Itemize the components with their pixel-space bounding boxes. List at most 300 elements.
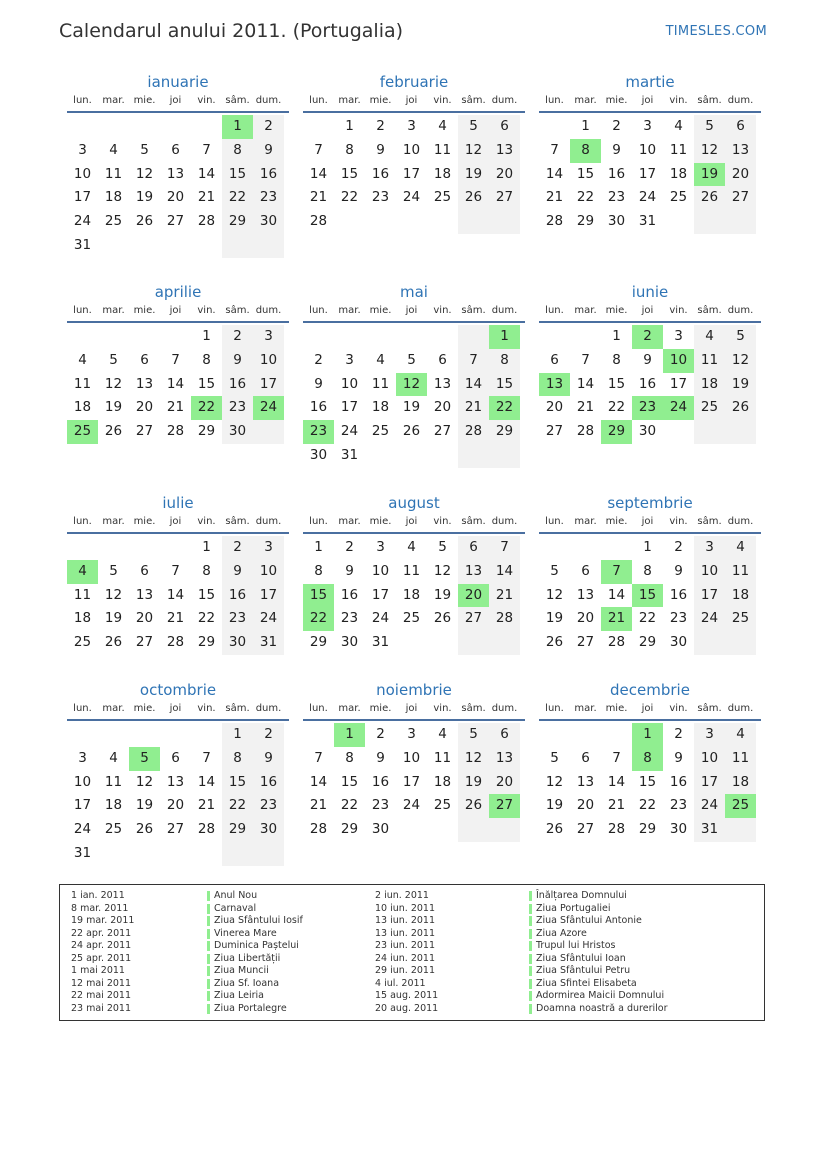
day-cell: 6 [438,351,447,368]
day-cell: 31 [694,818,725,842]
holiday-day: 29 [601,420,632,444]
day-cell: 6 [581,562,590,579]
day-cell: 16 [309,399,328,416]
weekday-header [303,701,525,721]
day-cell: 20 [576,797,595,814]
day-cell: 3 [376,539,385,555]
day-cell: 6 [140,351,149,368]
day-cell: 17 [638,165,657,182]
empty-cell [694,210,725,234]
day-cell: 27 [725,186,756,210]
day-cell: 2 [376,726,385,742]
holiday-day: 21 [601,607,632,631]
day-cell: 23 [222,396,253,420]
empty-cell [98,723,129,747]
month-aprilie [67,281,289,444]
empty-cell [303,115,334,139]
day-cell: 3 [694,723,725,747]
day-cell: 20 [489,771,520,795]
day-cell: 28 [607,634,626,651]
day-cell: 19 [104,610,123,627]
day-cell: 18 [694,373,725,397]
day-cell: 10 [371,562,390,579]
day-cell: 11 [725,747,756,771]
day-cell: 17 [340,399,359,416]
day-cell: 1 [643,539,652,555]
day-cell: 4 [78,351,87,368]
weekday-label: sâm. [461,305,486,316]
weekday-label: sâm. [225,305,250,316]
day-cell: 7 [202,749,211,766]
day-cell: 29 [576,213,595,230]
day-cell: 10 [694,747,725,771]
weekday-label: vin. [669,516,688,527]
empty-cell [539,723,570,747]
month-martie [539,71,761,234]
day-cell: 15 [607,375,626,392]
empty-cell [489,631,520,655]
day-cell: 9 [376,141,385,158]
day-cell: 10 [340,375,359,392]
holiday-day: 19 [694,163,725,187]
empty-cell [98,536,129,560]
weekday-label: vin. [433,95,452,106]
day-cell: 12 [433,562,452,579]
day-cell: 15 [222,163,253,187]
day-cell: 11 [402,562,421,579]
day-cell: 10 [638,141,657,158]
day-cell: 4 [376,351,385,368]
day-cell: 19 [545,610,564,627]
empty-cell [458,210,489,234]
day-cell: 28 [489,607,520,631]
empty-cell [725,420,756,444]
day-cell: 8 [489,349,520,373]
legend-dates-right [375,890,438,1015]
holiday-day: 24 [253,396,284,420]
holiday-day: 1 [334,723,365,747]
day-cell: 22 [222,186,253,210]
holiday-day: 8 [570,139,601,163]
holiday-day: 8 [632,747,663,771]
empty-cell [365,444,396,468]
weekday-label: mie. [369,95,392,106]
day-cell: 22 [197,610,216,627]
legend-date: 24 iun. 2011 [375,952,436,964]
day-cell: 28 [607,821,626,838]
day-cell: 14 [309,165,328,182]
day-cell: 6 [489,115,520,139]
day-cell: 22 [638,797,657,814]
day-cell: 7 [458,349,489,373]
legend-date: 1 mai 2011 [71,965,125,976]
weekday-label: lun. [545,516,564,527]
day-cell: 12 [104,586,123,603]
day-cell: 20 [433,399,452,416]
day-cell: 1 [345,118,354,134]
day-cell: 29 [638,634,657,651]
day-cell: 28 [309,821,328,838]
holiday-day: 7 [601,560,632,584]
empty-cell [334,210,365,234]
weekday-label: dum. [491,95,518,106]
day-cell: 26 [402,423,421,440]
weekday-label: joi [169,703,182,714]
day-cell: 15 [222,771,253,795]
day-cell: 6 [140,562,149,579]
empty-cell [458,631,489,655]
day-cell: 11 [433,749,452,766]
day-grid [303,723,525,842]
day-cell: 23 [222,607,253,631]
day-grid [303,536,525,655]
day-cell: 16 [669,586,688,603]
day-cell: 30 [253,210,284,234]
empty-cell [191,723,222,747]
day-cell: 28 [166,423,185,440]
empty-cell [489,818,520,842]
day-cell: 7 [171,562,180,579]
day-cell: 11 [433,141,452,158]
holiday-day: 22 [489,396,520,420]
weekday-label: dum. [255,95,282,106]
weekday-header [539,514,761,534]
weekday-label: lun. [73,516,92,527]
day-cell: 16 [607,165,626,182]
day-cell: 24 [73,213,92,230]
day-cell: 1 [612,328,621,344]
day-cell: 26 [135,821,154,838]
day-cell: 11 [104,165,123,182]
day-cell: 22 [638,610,657,627]
weekday-label: mar. [574,305,597,316]
legend-holiday-name: Trupul lui Hristos [529,940,667,953]
day-cell: 10 [402,141,421,158]
day-cell: 18 [402,586,421,603]
empty-cell [396,210,427,234]
day-cell: 23 [371,189,390,206]
empty-cell [303,723,334,747]
page-title: Calendarul anului 2011. (Portugalia) [59,20,404,42]
empty-cell [489,210,520,234]
legend-holiday-name: Ziua Sfântului Iosif [207,915,303,928]
weekday-label: mar. [338,305,361,316]
weekday-label: dum. [255,703,282,714]
day-cell: 9 [253,139,284,163]
empty-cell [160,115,191,139]
day-cell: 12 [135,165,154,182]
day-cell: 19 [135,189,154,206]
weekday-label: mar. [574,95,597,106]
weekday-label: joi [641,516,654,527]
day-cell: 29 [489,420,520,444]
weekday-label: vin. [433,305,452,316]
day-cell: 6 [581,749,590,766]
day-cell: 25 [694,396,725,420]
day-cell: 2 [376,118,385,134]
day-cell: 22 [340,797,359,814]
day-cell: 19 [545,797,564,814]
day-cell: 12 [725,349,756,373]
day-cell: 15 [197,586,216,603]
day-cell: 8 [643,562,652,579]
weekday-label: sâm. [697,95,722,106]
empty-cell [396,631,427,655]
day-cell: 10 [253,560,284,584]
day-cell: 20 [489,163,520,187]
day-cell: 31 [253,631,284,655]
day-cell: 29 [222,818,253,842]
day-grid [539,536,761,655]
day-grid [539,325,761,444]
empty-cell [98,842,129,866]
month-title: septembrie [607,494,693,512]
day-cell: 17 [694,584,725,608]
empty-cell [396,818,427,842]
day-cell: 7 [612,749,621,766]
day-cell: 30 [669,634,688,651]
weekday-label: mie. [605,305,628,316]
weekday-label: sâm. [697,516,722,527]
weekday-label: vin. [197,95,216,106]
legend-holiday-name: Ziua Libertății [207,953,303,966]
empty-cell [67,536,98,560]
day-cell: 14 [458,373,489,397]
empty-cell [191,115,222,139]
day-cell: 18 [725,584,756,608]
day-cell: 5 [458,115,489,139]
day-cell: 16 [253,771,284,795]
day-cell: 14 [489,560,520,584]
day-cell: 28 [545,213,564,230]
weekday-label: mie. [133,516,156,527]
weekday-label: vin. [669,305,688,316]
empty-cell [570,536,601,560]
day-cell: 5 [140,141,149,158]
day-cell: 5 [438,539,447,555]
day-cell: 1 [202,539,211,555]
day-cell: 2 [314,351,323,368]
day-cell: 3 [78,749,87,766]
day-cell: 25 [725,607,756,631]
holiday-day: 13 [539,373,570,397]
weekday-label: joi [405,516,418,527]
day-cell: 6 [171,141,180,158]
legend-holiday-name: Duminica Paștelui [207,940,303,953]
weekday-label: dum. [727,305,754,316]
month-mai [303,281,525,468]
day-cell: 12 [545,586,564,603]
day-cell: 27 [489,186,520,210]
day-cell: 16 [669,773,688,790]
legend-holiday-name: Ziua Sfintei Elisabeta [529,978,667,991]
day-cell: 10 [402,749,421,766]
day-cell: 27 [166,213,185,230]
empty-cell [129,723,160,747]
legend-date: 22 apr. 2011 [71,927,132,939]
holiday-day: 12 [396,373,427,397]
day-cell: 24 [638,189,657,206]
day-cell: 2 [222,536,253,560]
legend-date: 29 iun. 2011 [375,965,436,976]
day-grid [67,723,289,866]
day-cell: 24 [402,189,421,206]
day-cell: 29 [197,634,216,651]
empty-cell [539,325,570,349]
day-cell: 21 [309,189,328,206]
day-cell: 26 [545,634,564,651]
legend-holiday-name: Vinerea Mare [207,928,303,941]
day-grid [67,115,289,258]
day-cell: 17 [402,165,421,182]
day-cell: 24 [253,607,284,631]
weekday-header [67,701,289,721]
legend-date: 23 mai 2011 [71,1002,132,1014]
day-cell: 2 [253,723,284,747]
day-cell: 22 [222,794,253,818]
day-cell: 14 [607,586,626,603]
weekday-label: mar. [574,703,597,714]
weekday-header [539,93,761,113]
holiday-day: 20 [458,584,489,608]
day-cell: 24 [73,821,92,838]
day-cell: 22 [576,189,595,206]
day-cell: 9 [674,562,683,579]
day-cell: 11 [725,560,756,584]
empty-cell [160,536,191,560]
day-cell: 11 [73,375,92,392]
day-cell: 5 [109,351,118,368]
empty-cell [489,444,520,468]
empty-cell [570,325,601,349]
day-cell: 9 [376,749,385,766]
weekday-label: dum. [491,703,518,714]
legend-date: 15 aug. 2011 [375,990,439,1001]
holiday-day: 5 [129,747,160,771]
day-cell: 25 [669,189,688,206]
day-cell: 24 [694,607,725,631]
month-title: februarie [379,73,449,91]
month-title: august [388,494,440,512]
day-cell: 5 [694,115,725,139]
empty-cell [427,325,458,349]
day-cell: 3 [345,351,354,368]
day-cell: 3 [407,726,416,742]
day-cell: 14 [576,375,595,392]
legend-date: 10 iun. 2011 [375,902,436,914]
day-cell: 11 [73,586,92,603]
empty-cell [129,115,160,139]
empty-cell [396,325,427,349]
day-cell: 21 [197,189,216,206]
weekday-header [67,514,289,534]
day-cell: 20 [576,610,595,627]
weekday-label: vin. [197,305,216,316]
day-cell: 8 [202,562,211,579]
weekday-header [539,701,761,721]
month-august [303,492,525,655]
day-cell: 12 [135,773,154,790]
weekday-label: sâm. [697,703,722,714]
weekday-label: lun. [309,305,328,316]
day-cell: 9 [222,349,253,373]
day-cell: 7 [489,536,520,560]
day-cell: 10 [694,560,725,584]
weekday-label: joi [405,703,418,714]
legend-date: 19 mar. 2011 [71,915,135,926]
empty-cell [725,631,756,655]
empty-cell [539,115,570,139]
day-cell: 29 [222,210,253,234]
day-cell: 17 [371,586,390,603]
day-cell: 8 [612,351,621,368]
day-cell: 14 [166,375,185,392]
day-cell: 14 [309,773,328,790]
day-cell: 1 [202,328,211,344]
day-cell: 30 [638,423,657,440]
weekday-label: joi [169,516,182,527]
weekday-label: mie. [369,516,392,527]
day-cell: 26 [135,213,154,230]
weekday-label: mie. [133,305,156,316]
day-cell: 17 [73,797,92,814]
weekday-label: sâm. [461,95,486,106]
day-cell: 4 [109,141,118,158]
day-cell: 12 [694,139,725,163]
day-cell: 27 [166,821,185,838]
weekday-label: sâm. [225,95,250,106]
weekday-label: vin. [433,703,452,714]
day-cell: 1 [222,723,253,747]
legend-names-right [529,890,667,1015]
day-cell: 23 [607,189,626,206]
day-cell: 17 [253,584,284,608]
day-cell: 25 [104,821,123,838]
day-cell: 2 [674,726,683,742]
weekday-label: sâm. [225,703,250,714]
weekday-label: dum. [727,95,754,106]
day-cell: 4 [438,118,447,134]
day-cell: 30 [222,420,253,444]
day-cell: 27 [576,634,595,651]
month-octombrie [67,679,289,866]
day-cell: 2 [222,325,253,349]
day-cell: 9 [612,141,621,158]
day-cell: 23 [371,797,390,814]
day-cell: 9 [222,560,253,584]
day-cell: 8 [202,351,211,368]
weekday-label: vin. [433,516,452,527]
weekday-label: mar. [338,95,361,106]
legend-holiday-name: Carnaval [207,903,303,916]
empty-cell [191,234,222,258]
day-cell: 29 [197,423,216,440]
day-cell: 9 [674,749,683,766]
day-cell: 4 [725,536,756,560]
day-cell: 18 [104,797,123,814]
day-cell: 10 [253,349,284,373]
month-title: mai [400,283,428,301]
legend-date: 20 aug. 2011 [375,1002,439,1014]
weekday-label: joi [405,305,418,316]
day-grid [67,536,289,655]
day-cell: 8 [345,749,354,766]
holiday-day: 22 [191,396,222,420]
weekday-header [67,303,289,323]
site-link[interactable]: TIMESLES.COM [665,24,767,39]
day-cell: 25 [402,610,421,627]
day-cell: 20 [135,399,154,416]
